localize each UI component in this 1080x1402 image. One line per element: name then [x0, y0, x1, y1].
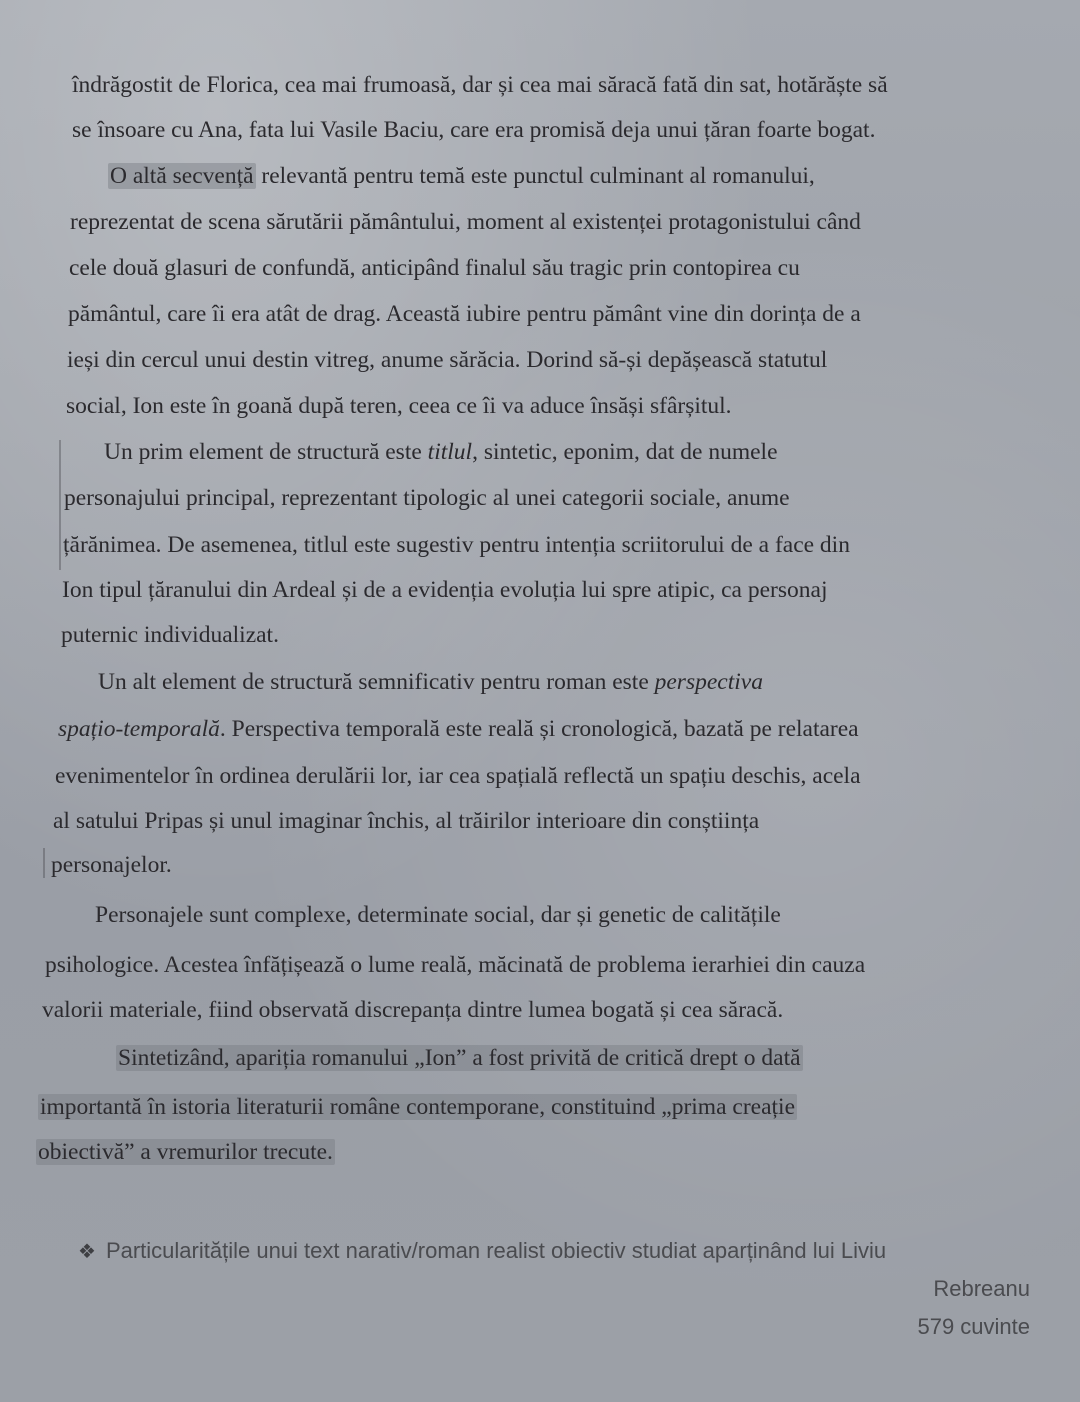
text-line: țărănimea. De asemenea, titlul este sugestiv pentru intenția scriitorului de a face din: [63, 532, 850, 558]
text-line: social, Ion este în goană după teren, ceea ce îi va aduce însăși sfârșitul.: [66, 393, 732, 419]
highlighted-phrase: O altă secvență: [110, 163, 254, 189]
text-line: personajelor.: [51, 852, 172, 878]
emphasized-word: spațio-temporală: [58, 716, 220, 742]
essay-topic-continuation: Rebreanu: [933, 1276, 1030, 1301]
text-line: [116, 1043, 803, 1073]
text-line: valorii materiale, fiind observată discrepanța dintre lumea bogată și cea săracă.: [42, 997, 784, 1023]
diamond-bullet-icon: ❖: [78, 1239, 96, 1263]
text-line: Ion tipul țăranului din Ardeal și de a evidenția evoluția lui spre atipic, ca personaj: [62, 577, 828, 603]
highlighted-phrase: Sintetizând, apariția romanului „Ion” a fost privită de critică drept o dată: [118, 1045, 801, 1071]
text-line: Un prim element de structură este titlul, sintetic, eponim, dat de numele: [104, 439, 778, 465]
text-line: al satului Pripas și unul imaginar închis, al trăirilor interioare din conștiința: [53, 808, 760, 834]
emphasized-word: titlul: [427, 439, 473, 465]
text-line: personajului principal, reprezentant tipologic al unei categorii sociale, anume: [64, 485, 790, 511]
text-line: ieși din cercul unui destin vitreg, anume sărăcia. Dorind să-și depășească statutul: [67, 347, 828, 373]
highlighted-phrase: importantă în istoria literaturii române contemporane, constituind „prima creație: [40, 1094, 795, 1120]
text-line: îndrăgostit de Florica, cea mai frumoasă, dar și cea mai săracă fată din sat, hotărăște să: [72, 72, 888, 98]
text-line: [36, 1137, 335, 1167]
text-line: spațio-temporală. Perspectiva temporală este reală și cronologică, bazată pe relatarea: [58, 716, 859, 742]
essay-topic: ❖ Particularitățile unui text narativ/roman realist obiectiv studiat aparținând lui Liviu: [78, 1238, 887, 1263]
text-line: cele două glasuri de confundă, anticipând finalul său tragic prin contopirea cu: [69, 255, 800, 281]
emphasized-word: perspectiva: [654, 669, 763, 695]
text-line: se însoare cu Ana, fata lui Vasile Baciu, care era promisă deja unui țăran foarte bogat.: [72, 117, 876, 143]
text-line: [38, 1092, 797, 1122]
paper-fold-mark: [59, 440, 61, 570]
text-line: Personajele sunt complexe, determinate social, dar și genetic de calitățile: [95, 902, 781, 928]
paper-fold-mark: [43, 848, 45, 878]
highlighted-phrase: obiectivă” a vremurilor trecute.: [38, 1139, 333, 1165]
text-line: evenimentelor în ordinea derulării lor, iar cea spațială reflectă un spațiu deschis, acela: [55, 763, 861, 789]
text-line: O altă secvență relevantă pentru temă este punctul culminant al romanului,: [110, 163, 815, 189]
text-line: puternic individualizat.: [61, 622, 279, 648]
text-line: Un alt element de structură semnificativ pentru roman este perspectiva: [98, 669, 763, 695]
word-count: 579 cuvinte: [917, 1314, 1030, 1339]
text-line: psihologice. Acestea înfățișează o lume reală, măcinată de problema ierarhiei din cauza: [45, 952, 866, 978]
text-line: reprezentat de scena sărutării pământului, moment al existenței protagonistului când: [70, 209, 861, 235]
text-line: pământul, care îi era atât de drag. Această iubire pentru pământ vine din dorința de a: [68, 301, 861, 327]
